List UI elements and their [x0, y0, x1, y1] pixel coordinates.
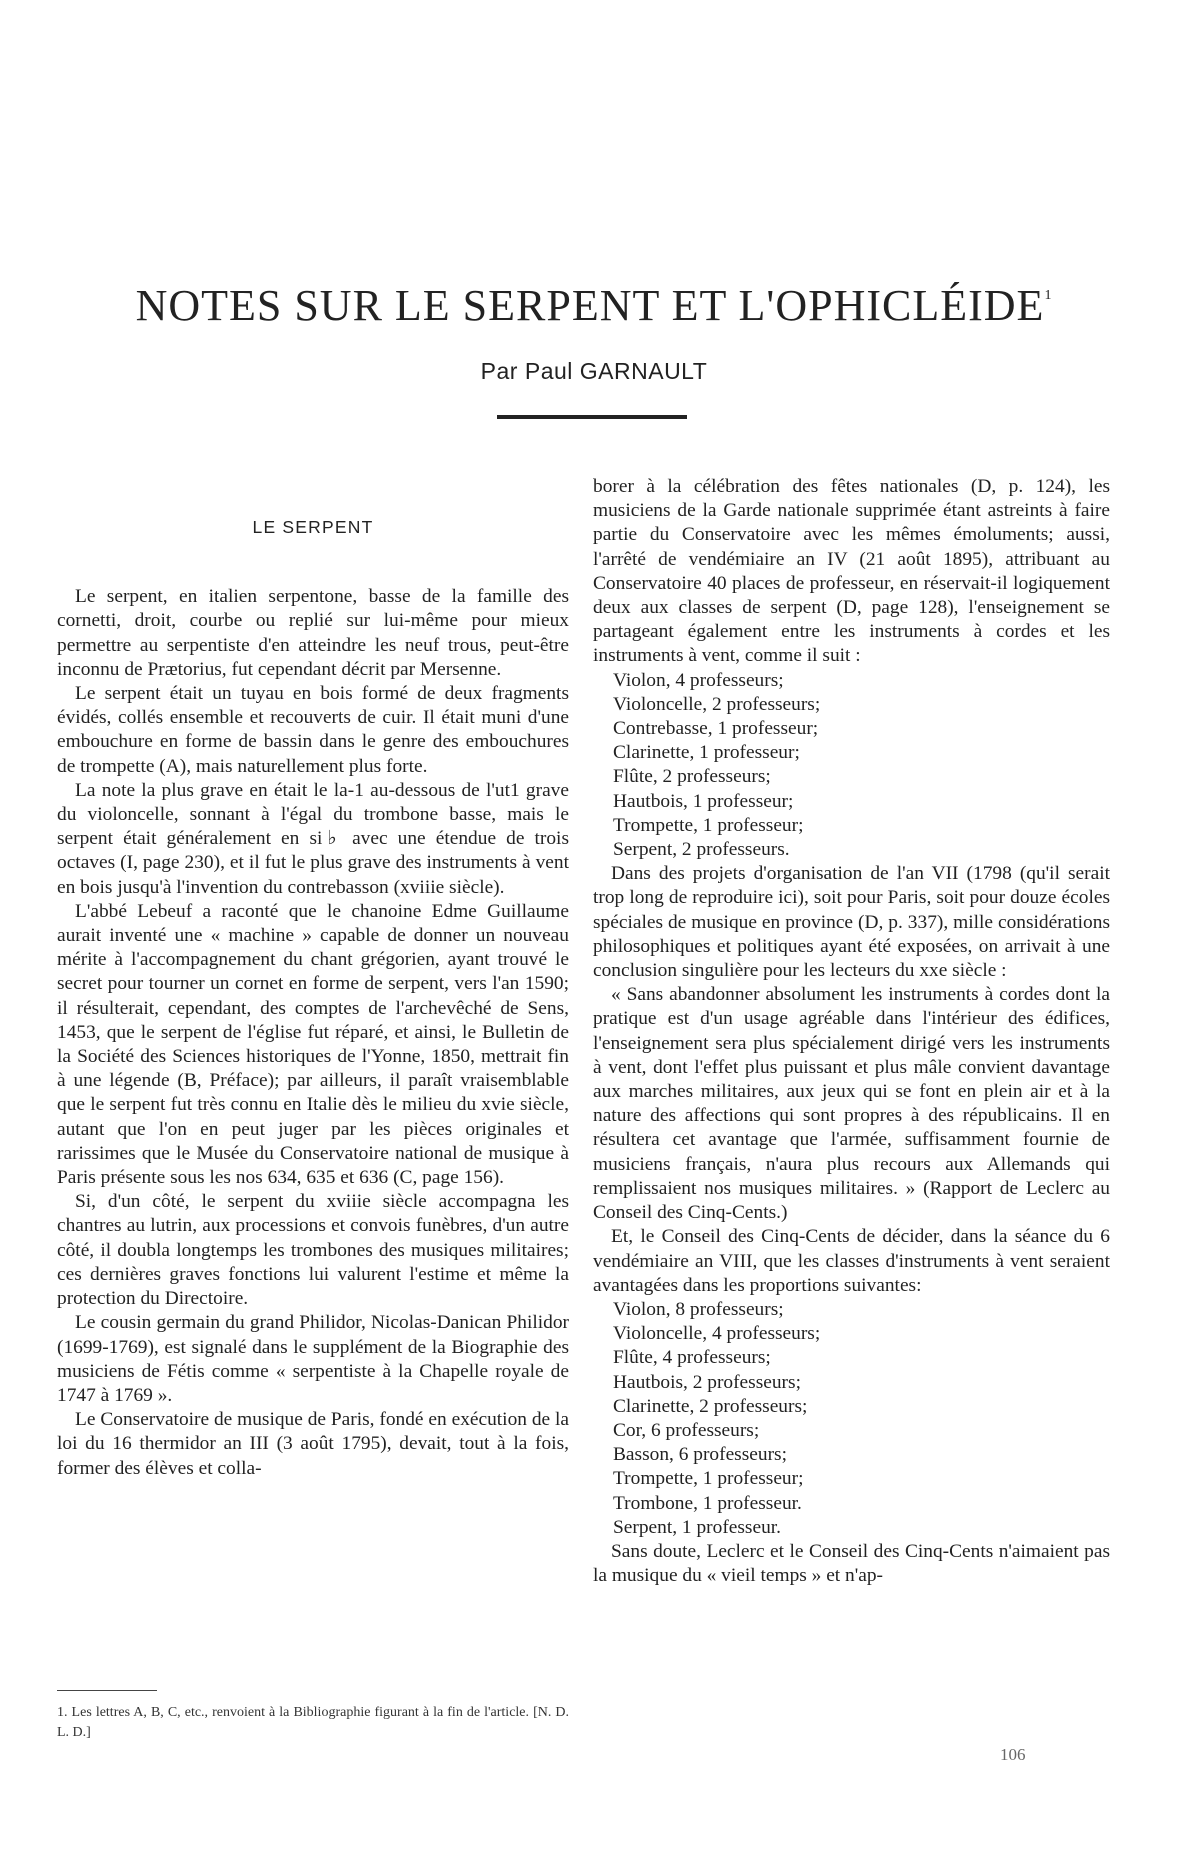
article-title [0, 280, 1188, 331]
paragraph: Sans doute, Leclerc et le Conseil des Cinq-Cents n'aimaient pas la musique du « vieil temps » et n'ap- [593, 1540, 1110, 1587]
list-item: Flûte, 4 professeurs; [613, 1347, 771, 1369]
paragraph: borer à la célébration des fêtes nationales (D, p. 124), les musiciens de la Garde nationale supprimée étant astreints à faire partie du Conservatoire avec les mêmes émoluments; aussi, l'arrêté de vendémiaire an IV (21 août 1895), attribuant au Conservatoire 40 places de professeur, en réservait-il logiquement deux aux classes de serpent (D, page 128), l'enseignement se partageant également entre les instruments à cordes et les instruments à vent, comme il suit : [593, 476, 1110, 667]
right-column [593, 475, 1110, 1588]
list-item: Contrebasse, 1 professeur; [613, 718, 819, 740]
section-heading: LE SERPENT [252, 517, 374, 537]
paragraph: Le cousin germain du grand Philidor, Nicolas-Danican Philidor (1699-1769), est signalé dans le supplément de la Biographie des musiciens de Fétis comme « serpentiste à la Chapelle royale de 1747 à 1769 ». [57, 1312, 569, 1406]
paragraph: La note la plus grave en était le la-1 au-dessous de l'ut1 grave du violoncelle, sonnant à l'égal du trombone basse, mais le serpent était généralement en si♭ avec une étendue de trois octaves (I, page 230), et il fut le plus grave des instruments à vent en bois jusqu'à l'invention du contrebasson (xviiie siècle). [57, 779, 569, 898]
list-item: Violon, 4 professeurs; [613, 669, 784, 691]
footnote: 1. Les lettres A, B, C, etc., renvoient à la Bibliographie figurant à la fin de l'article. [N. D. L. D.] [57, 1705, 569, 1740]
quotation: « Sans abandonner absolument les instruments à cordes dont la pratique est d'un usage agréable dans l'intérieur des édifices, l'enseignement sera plus spécialement dirigé vers les instruments à vent, dont l'effet plus puissant et plus mâle convient davantage aux marches militaires, aux jeux qui se font en plein air et à la nature des affections qui sont propres à des républicains. Il en résultera cet avantage que l'armée, suffisamment fournie de musiciens français, n'aura plus recours aux Allemands qui remplissaient nos musiques militaires. » (Rapport de Leclerc au Conseil des Cinq-Cents.) [593, 984, 1110, 1224]
left-column [57, 515, 569, 1481]
list-item: Trombone, 1 professeur. [613, 1492, 802, 1514]
paragraph: Et, le Conseil des Cinq-Cents de décider, dans la séance du 6 vendémiaire an VIII, que les classes d'instruments à vent seraient avantagées dans les proportions suivantes: [593, 1226, 1110, 1296]
paragraph: Si, d'un côté, le serpent du xviiie siècle accompagna les chantres au lutrin, aux processions et convois funèbres, d'un autre côté, il doubla longtemps les trombones des musiques militaires; ces dernières graves fonctions lui valurent l'estime et même la protection du Directoire. [57, 1191, 569, 1310]
professor-list-an-viii [613, 1298, 1110, 1540]
title-footnote-marker: 1 [1044, 288, 1053, 303]
list-item: Hautbois, 2 professeurs; [613, 1371, 801, 1393]
paragraph: Le serpent était un tuyau en bois formé de deux fragments évidés, collés ensemble et recouverts de cuir. Il était muni d'une embouchure en forme de bassin dans le genre des embouchures de trompette (A), mais naturellement plus forte. [57, 683, 569, 777]
paragraph: Le Conservatoire de musique de Paris, fondé en exécution de la loi du 16 thermidor an III (3 août 1795), devait, tout à la fois, former des élèves et colla- [57, 1409, 569, 1479]
article-title-text: NOTES SUR LE SERPENT ET L'OPHICLÉIDE [135, 281, 1045, 330]
list-item: Clarinette, 1 professeur; [613, 742, 800, 764]
list-item: Violoncelle, 2 professeurs; [613, 693, 821, 715]
list-item: Trompette, 1 professeur; [613, 814, 804, 836]
footnote-rule [57, 1690, 157, 1691]
list-item: Basson, 6 professeurs; [613, 1444, 787, 1466]
paragraph: Le serpent, en italien serpentone, basse de la famille des cornetti, droit, courbe ou replié sur lui-même pour mieux permettre au serpentiste d'en atteindre les neuf trous, peut-être inconnu de Prætorius, fut cependant décrit par Mersenne. [57, 586, 569, 680]
professor-list-an-iv [613, 669, 1110, 863]
list-item: Serpent, 2 professeurs. [613, 839, 790, 861]
list-item: Hautbois, 1 professeur; [613, 790, 794, 812]
list-item: Violon, 8 professeurs; [613, 1298, 784, 1320]
page-number: 106 [1000, 1745, 1026, 1764]
list-item: Violoncelle, 4 professeurs; [613, 1323, 821, 1345]
list-item: Clarinette, 2 professeurs; [613, 1395, 808, 1417]
paragraph: Dans des projets d'organisation de l'an VII (1798 (qu'il serait trop long de reproduire ici), soit pour Paris, soit pour douze écoles spéciales de musique en province (D, p. 337), mille considérations philosophiques et politiques ayant été exposées, on arrivait à une conclusion singulière pour les lecteurs du xxe siècle : [593, 863, 1110, 982]
list-item: Flûte, 2 professeurs; [613, 766, 771, 788]
title-rule [497, 415, 687, 419]
byline: Par Paul GARNAULT [480, 358, 708, 384]
list-item: Trompette, 1 professeur; [613, 1468, 804, 1490]
list-item: Serpent, 1 professeur. [613, 1516, 782, 1538]
paragraph: L'abbé Lebeuf a raconté que le chanoine Edme Guillaume aurait inventé une « machine » capable de donner un nouveau mérite à l'accompagnement du chant grégorien, ayant trouvé le secret pour tourner un cornet en forme de serpent, vers l'an 1590; il résulterait, cependant, des comptes de l'archevêché de Sens, 1453, que le serpent de l'église fut réparé, et ainsi, le Bulletin de la Société des Sciences historiques de l'Yonne, 1850, mettrait fin à une légende (B, Préface); par ailleurs, il paraît vraisemblable que le serpent fut très connu en Italie dès le milieu du xvie siècle, autant que l'on en peut juger par les pièces originales et rarissimes que le Musée du Conservatoire national de musique à Paris présente sous les nos 634, 635 et 636 (C, page 156). [57, 900, 569, 1189]
list-item: Cor, 6 professeurs; [613, 1419, 760, 1441]
